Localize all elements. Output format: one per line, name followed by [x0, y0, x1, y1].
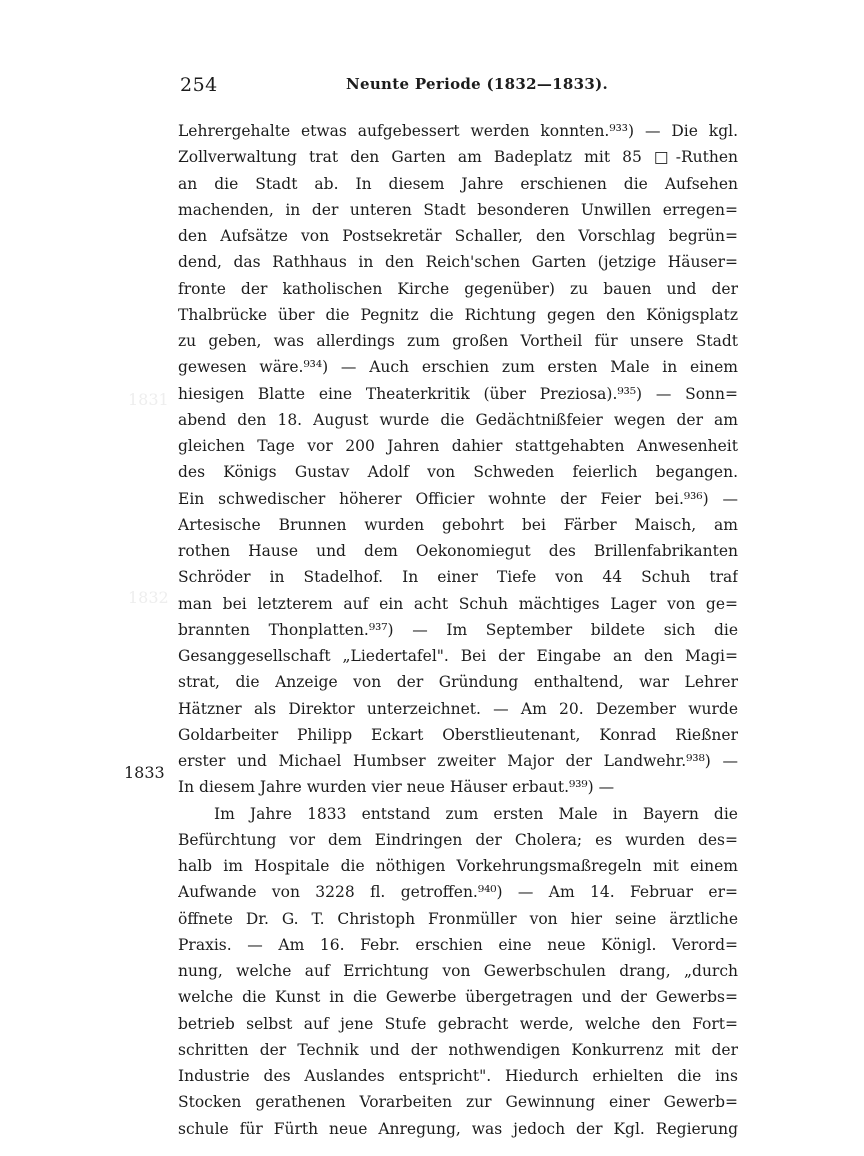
text-line: halb im Hospitale die nöthigen Vorkehrungsmaßregeln mit einem: [178, 857, 738, 875]
text-line: öffnete Dr. G. T. Christoph Fronmüller von hier seine ärztliche: [178, 909, 738, 928]
text-line: schritten der Technik und der nothwendigen Konkurrenz mit der: [178, 1040, 738, 1059]
text-line: Ein schwedischer höherer Officier wohnte der Feier bei.⁹³⁶) —: [178, 489, 738, 508]
text-line: Artesische Brunnen wurden gebohrt bei Färber Maisch, am: [178, 515, 738, 534]
text-line: nung, welche auf Errichtung von Gewerbschulen drang, „durch: [178, 962, 738, 980]
text-line: Industrie des Auslandes entspricht". Hiedurch erhielten die ins: [178, 1067, 738, 1085]
text-line: In diesem Jahre wurden vier neue Häuser erbaut.⁹³⁹) —: [178, 778, 615, 797]
text-line: gleichen Tage vor 200 Jahren dahier stattgehabten Anwesenheit: [178, 437, 738, 455]
text-line: abend den 18. August wurde die Gedächtnißfeier wegen der am: [178, 410, 738, 429]
text-line: hiesigen Blatte eine Theaterkritik (über Preziosa).⁹³⁵) — Sonn=: [178, 384, 738, 403]
text-line: den Aufsätze von Postsekretär Schaller, den Vorschlag begrün=: [178, 227, 738, 245]
text-line: Lehrergehalte etwas aufgebessert werden konnten.⁹³³) — Die kgl.: [178, 122, 738, 140]
margin-year-1833: 1833: [124, 763, 165, 782]
text-line: Zollverwaltung trat den Garten am Badeplatz mit 85 □-Ruthen: [178, 148, 738, 167]
text-line: Hätzner als Direktor unterzeichnet. — Am 20. Dezember wurde: [178, 699, 738, 718]
text-line: machenden, in der unteren Stadt besonderen Unwillen erregen=: [178, 200, 738, 219]
text-line: brannten Thonplatten.⁹³⁷) — Im September bildete sich die: [178, 620, 738, 639]
text-line: Goldarbeiter Philipp Eckart Oberstlieutenant, Konrad Rießner: [178, 725, 738, 744]
text-line: dend, das Rathhaus in den Reich'schen Garten (jetzige Häuser=: [178, 253, 738, 272]
text-line: gewesen wäre.⁹³⁴) — Auch erschien zum ersten Male in einem: [178, 358, 738, 377]
bleed-through-mark: 1831: [128, 390, 169, 409]
text-line: Stocken gerathenen Vorarbeiten zur Gewinnung einer Gewerb=: [178, 1093, 738, 1112]
text-line: Thalbrücke über die Pegnitz die Richtung gegen den Königsplatz: [178, 305, 738, 324]
text-line: fronte der katholischen Kirche gegenüber) zu bauen und der: [178, 279, 738, 298]
text-line: Schröder in Stadelhof. In einer Tiefe von 44 Schuh traf: [178, 568, 738, 587]
text-line: an die Stadt ab. In diesem Jahre erschienen die Aufsehen: [178, 174, 738, 193]
text-line: Praxis. — Am 16. Febr. erschien eine neue Königl. Verord=: [178, 935, 738, 954]
page-number: 254: [180, 74, 218, 96]
text-line: Befürchtung vor dem Eindringen der Cholera; es wurden des=: [178, 830, 738, 849]
text-line: des Königs Gustav Adolf von Schweden feierlich begangen.: [178, 463, 738, 482]
text-line: rothen Hause und dem Oekonomiegut des Brillenfabrikanten: [178, 542, 738, 560]
running-head: Neunte Periode (1832—1833).: [346, 75, 609, 93]
text-line: strat, die Anzeige von der Gründung enthaltend, war Lehrer: [178, 673, 738, 692]
text-line: man bei letzterem auf ein acht Schuh mächtiges Lager von ge=: [178, 594, 738, 613]
text-line: zu geben, was allerdings zum großen Vortheil für unsere Stadt: [178, 332, 738, 350]
bleed-through-mark: 1832: [128, 588, 169, 607]
text-line: welche die Kunst in die Gewerbe übergetragen und der Gewerbs=: [178, 988, 738, 1007]
text-line: Aufwande von 3228 fl. getroffen.⁹⁴⁰) — Am 14. Februar er=: [178, 883, 738, 902]
text-line: schule für Fürth neue Anregung, was jedoch der Kgl. Regierung: [178, 1119, 738, 1138]
text-line-paragraph-start: Im Jahre 1833 entstand zum ersten Male in Bayern die: [214, 804, 738, 823]
body-text: [178, 118, 738, 1142]
text-line: Gesanggesellschaft „Liedertafel". Bei der Eingabe an den Magi=: [178, 647, 738, 665]
text-line: erster und Michael Humbser zweiter Major der Landwehr.⁹³⁸) —: [178, 752, 738, 770]
text-line: betrieb selbst auf jene Stufe gebracht werde, welche den Fort=: [178, 1014, 738, 1033]
page-header: [178, 74, 738, 104]
